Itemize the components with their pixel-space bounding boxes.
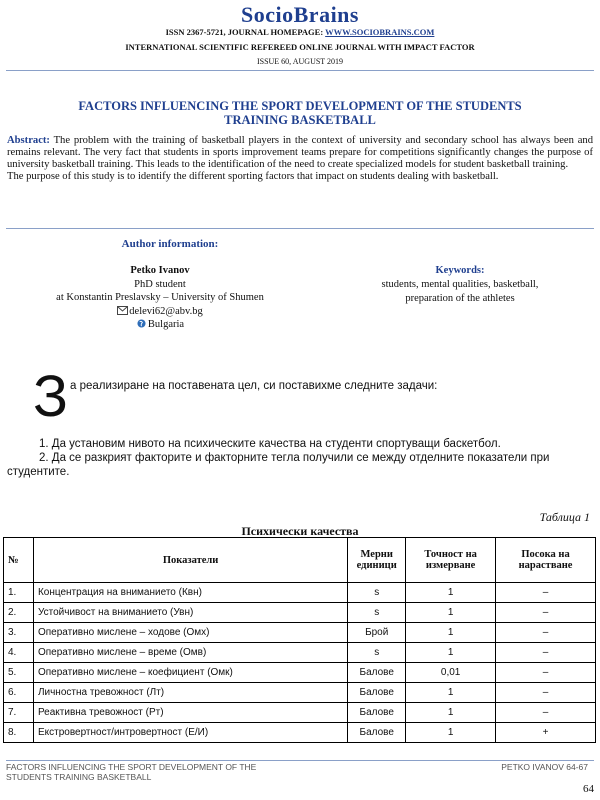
table-row: [4, 643, 596, 663]
header-divider: [6, 70, 594, 71]
table-row: [4, 603, 596, 623]
row-unit: Балове: [348, 683, 406, 703]
psychological-qualities-table: [3, 537, 596, 743]
abstract-label: Abstract:: [7, 135, 50, 146]
author-email-row: [30, 305, 290, 319]
table-row: [4, 583, 596, 603]
row-unit: Брой: [348, 623, 406, 643]
row-number: 5.: [4, 663, 34, 683]
row-direction: –: [496, 683, 596, 703]
task-2: 2. Да се разкрият факторите и факторните тегла получили се между отделните показатели при студентите.: [7, 452, 550, 478]
table-label: Таблица 1: [539, 510, 590, 524]
row-number: 1.: [4, 583, 34, 603]
row-direction: –: [496, 643, 596, 663]
footer-running-title: [6, 762, 326, 782]
row-unit: Балове: [348, 703, 406, 723]
row-indicator: Екстровертност/интровертност (Е/И): [33, 723, 347, 743]
row-indicator: Концентрация на вниманието (Квн): [33, 583, 347, 603]
author-email[interactable]: delevi62@abv.bg: [129, 305, 203, 317]
author-block: [30, 264, 290, 332]
keywords-line-1: students, mental qualities, basketball,: [381, 279, 539, 290]
row-accuracy: 1: [406, 643, 496, 663]
envelope-icon: [117, 306, 128, 315]
row-unit: Балове: [348, 723, 406, 743]
row-unit: Балове: [348, 663, 406, 683]
title-line-1: FACTORS INFLUENCING THE SPORT DEVELOPMENT OF THE STUDENTS: [78, 99, 522, 113]
row-number: 6.: [4, 683, 34, 703]
author-country: Bulgaria: [147, 319, 185, 330]
row-indicator: Реактивна тревожност (Рт): [33, 703, 347, 723]
footer-divider: [6, 760, 594, 761]
table-row: [4, 623, 596, 643]
row-number: 2.: [4, 603, 34, 623]
footer-title-line-2: STUDENTS TRAINING BASKETBALL: [6, 772, 152, 782]
issn-text: ISSN 2367-5721, JOURNAL HOMEPAGE:: [165, 27, 326, 37]
row-direction: –: [496, 703, 596, 723]
author-name: Petko Ivanov: [130, 265, 190, 276]
page-number: 64: [583, 783, 594, 795]
row-unit: s: [348, 603, 406, 623]
footer-author: PETKO IVANOV 64-67: [501, 762, 588, 772]
author-affiliation: at Konstantin Preslavsky – University of Shumen: [56, 292, 264, 303]
row-accuracy: 1: [406, 623, 496, 643]
author-position: PhD student: [134, 278, 186, 290]
keywords-line-2: preparation of the athletes: [405, 293, 515, 304]
table-row: [4, 663, 596, 683]
row-direction: –: [496, 583, 596, 603]
title-line-2: TRAINING BASKETBALL: [224, 113, 376, 127]
intro-text: а реализиране на поставената цел, си поставихме следните задачи:: [70, 380, 438, 392]
row-direction: –: [496, 663, 596, 683]
abstract-divider: [6, 228, 594, 229]
footer-title-line-1: FACTORS INFLUENCING THE SPORT DEVELOPMENT OF THE: [6, 762, 257, 772]
drop-cap: З: [33, 364, 69, 429]
table-title: Психически качества: [241, 524, 359, 538]
row-unit: s: [348, 583, 406, 603]
header-indicators: Показатели: [33, 538, 347, 583]
keywords-heading: Keywords:: [435, 265, 485, 276]
row-accuracy: 0,01: [406, 663, 496, 683]
row-indicator: Устойчивост на вниманието (Увн): [33, 603, 347, 623]
abstract-paragraph-1: The problem with the training of basketball players in the context of university and secondary school has always been and remains relevant. The very fact that students in sports improvement teams prepare for competitions significantly changes the purpose of university basketball training. This leads to the identification of the need to create specialized models for student basketball training.: [7, 135, 593, 170]
row-accuracy: 1: [406, 683, 496, 703]
row-accuracy: 1: [406, 603, 496, 623]
issue-info: ISSUE 60, AUGUST 2019: [256, 57, 344, 66]
row-number: 7.: [4, 703, 34, 723]
row-direction: –: [496, 603, 596, 623]
row-direction: –: [496, 623, 596, 643]
table-row: [4, 703, 596, 723]
homepage-link[interactable]: WWW.SOCIOBRAINS.COM: [325, 27, 435, 37]
header-accuracy: Точност на измерване: [406, 538, 496, 583]
header-units: Мерни единици: [348, 538, 406, 583]
row-direction: +: [496, 723, 596, 743]
table-header-row: [4, 538, 596, 583]
row-accuracy: 1: [406, 583, 496, 603]
row-number: 4.: [4, 643, 34, 663]
author-country-row: [30, 318, 290, 332]
journal-brand: SocioBrains: [241, 2, 359, 27]
row-number: 3.: [4, 623, 34, 643]
table-row: [4, 723, 596, 743]
row-unit: s: [348, 643, 406, 663]
row-accuracy: 1: [406, 723, 496, 743]
task-1: 1. Да установим нивото на психическите качества на студенти спортуващи баскетбол.: [39, 438, 501, 450]
author-heading: Author information:: [121, 238, 219, 250]
journal-name: INTERNATIONAL SCIENTIFIC REFEREED ONLINE JOURNAL WITH IMPACT FACTOR: [125, 42, 475, 52]
abstract: [7, 135, 593, 183]
article-title: [20, 99, 580, 127]
row-indicator: Оперативно мислене – ходове (Омх): [33, 623, 347, 643]
row-number: 8.: [4, 723, 34, 743]
issn-line: [0, 27, 600, 37]
abstract-paragraph-2: The purpose of this study is to identify the different sporting factors that impact on students dealing with basketball.: [7, 171, 499, 182]
row-indicator: Оперативно мислене – коефициент (Омк): [33, 663, 347, 683]
globe-icon: [136, 319, 147, 328]
header-direction: Посока на нарастване: [496, 538, 596, 583]
row-accuracy: 1: [406, 703, 496, 723]
row-indicator: Личностна тревожност (Лт): [33, 683, 347, 703]
keywords-block: [330, 264, 590, 306]
header-number: №: [4, 538, 34, 583]
row-indicator: Оперативно мислене – време (Омв): [33, 643, 347, 663]
task-list: [7, 437, 593, 479]
table-row: [4, 683, 596, 703]
